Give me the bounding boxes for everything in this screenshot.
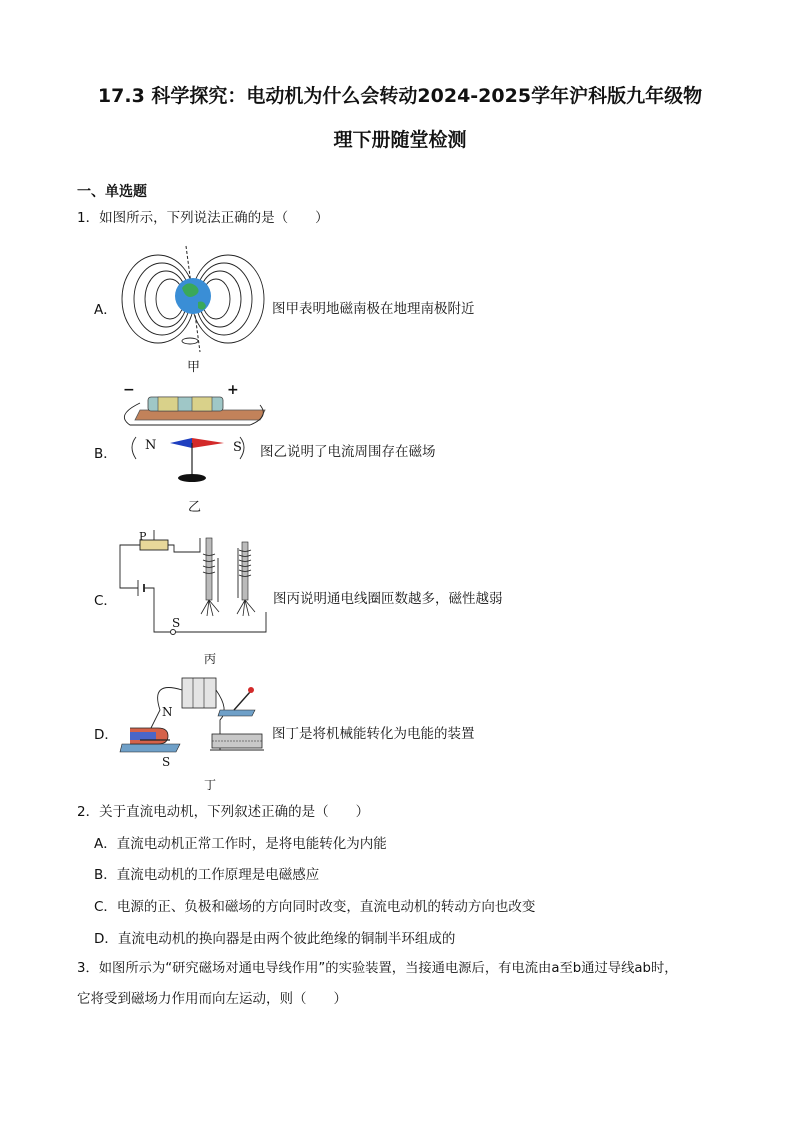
magnet-north-label: N bbox=[162, 705, 173, 719]
q1-option-b-text: 图乙说明了电流周围存在磁场 bbox=[260, 444, 436, 460]
q2-option-b: B．直流电动机的工作原理是电磁感应 bbox=[94, 867, 320, 883]
question-1-stem: 1．如图所示，下列说法正确的是（ ） bbox=[77, 210, 329, 226]
figure-caption-jia: 甲 bbox=[187, 360, 201, 375]
q1-option-d-text: 图丁是将机械能转化为电能的装置 bbox=[272, 726, 475, 742]
figure-caption-yi: 乙 bbox=[188, 500, 202, 515]
slider-p-label: P bbox=[139, 530, 147, 543]
q2-option-d: D．直流电动机的换向器是由两个彼此绝缘的铜制半环组成的 bbox=[94, 931, 456, 947]
q1-option-a-text: 图甲表明地磁南极在地理南极附近 bbox=[272, 301, 475, 317]
battery-minus-label: − bbox=[123, 382, 135, 398]
q2-option-a: A．直流电动机正常工作时，是将电能转化为内能 bbox=[94, 836, 387, 852]
q2-option-c: C．电源的正、负极和磁场的方向同时改变，直流电动机的转动方向也改变 bbox=[94, 899, 536, 915]
q1-option-b-label: B． bbox=[94, 446, 117, 462]
needle-north-label: N bbox=[145, 438, 157, 453]
q1-option-c-text: 图丙说明通电线圈匝数越多，磁性越弱 bbox=[273, 591, 503, 607]
needle-south-label: S bbox=[233, 440, 242, 455]
q1-option-c-label: C． bbox=[94, 593, 117, 609]
q1-option-d-label: D． bbox=[94, 727, 118, 743]
figure-caption-bing: 丙 bbox=[204, 652, 217, 666]
question-3-line-1: 3．如图所示为“研究磁场对通电导线作用”的实验装置，当接通电源后，有电流由a至b通过导线ab时， bbox=[77, 961, 678, 976]
q1-option-a-label: A． bbox=[94, 302, 117, 318]
question-3-line-2: 它将受到磁场力作用而向左运动，则（ ） bbox=[77, 991, 347, 1007]
rotation-arrow-icon bbox=[180, 336, 200, 346]
battery-plus-label: + bbox=[227, 382, 239, 398]
section-heading: 一、单选题 bbox=[77, 184, 147, 200]
electromagnet-circuit-figure bbox=[118, 528, 270, 640]
title-line-1: 17.3 科学探究：电动机为什么会转动2024-2025学年沪科版九年级物 bbox=[97, 85, 703, 107]
magnet-south-label: S bbox=[162, 755, 171, 769]
switch-s-label: S bbox=[172, 616, 181, 630]
current-magnetic-field-figure bbox=[120, 385, 260, 490]
motor-experiment-figure bbox=[120, 670, 268, 770]
figure-caption-ding: 丁 bbox=[204, 778, 217, 792]
page-title bbox=[60, 74, 740, 162]
question-2-stem: 2．关于直流电动机，下列叙述正确的是（ ） bbox=[77, 804, 370, 820]
title-line-2: 理下册随堂检测 bbox=[333, 129, 467, 151]
